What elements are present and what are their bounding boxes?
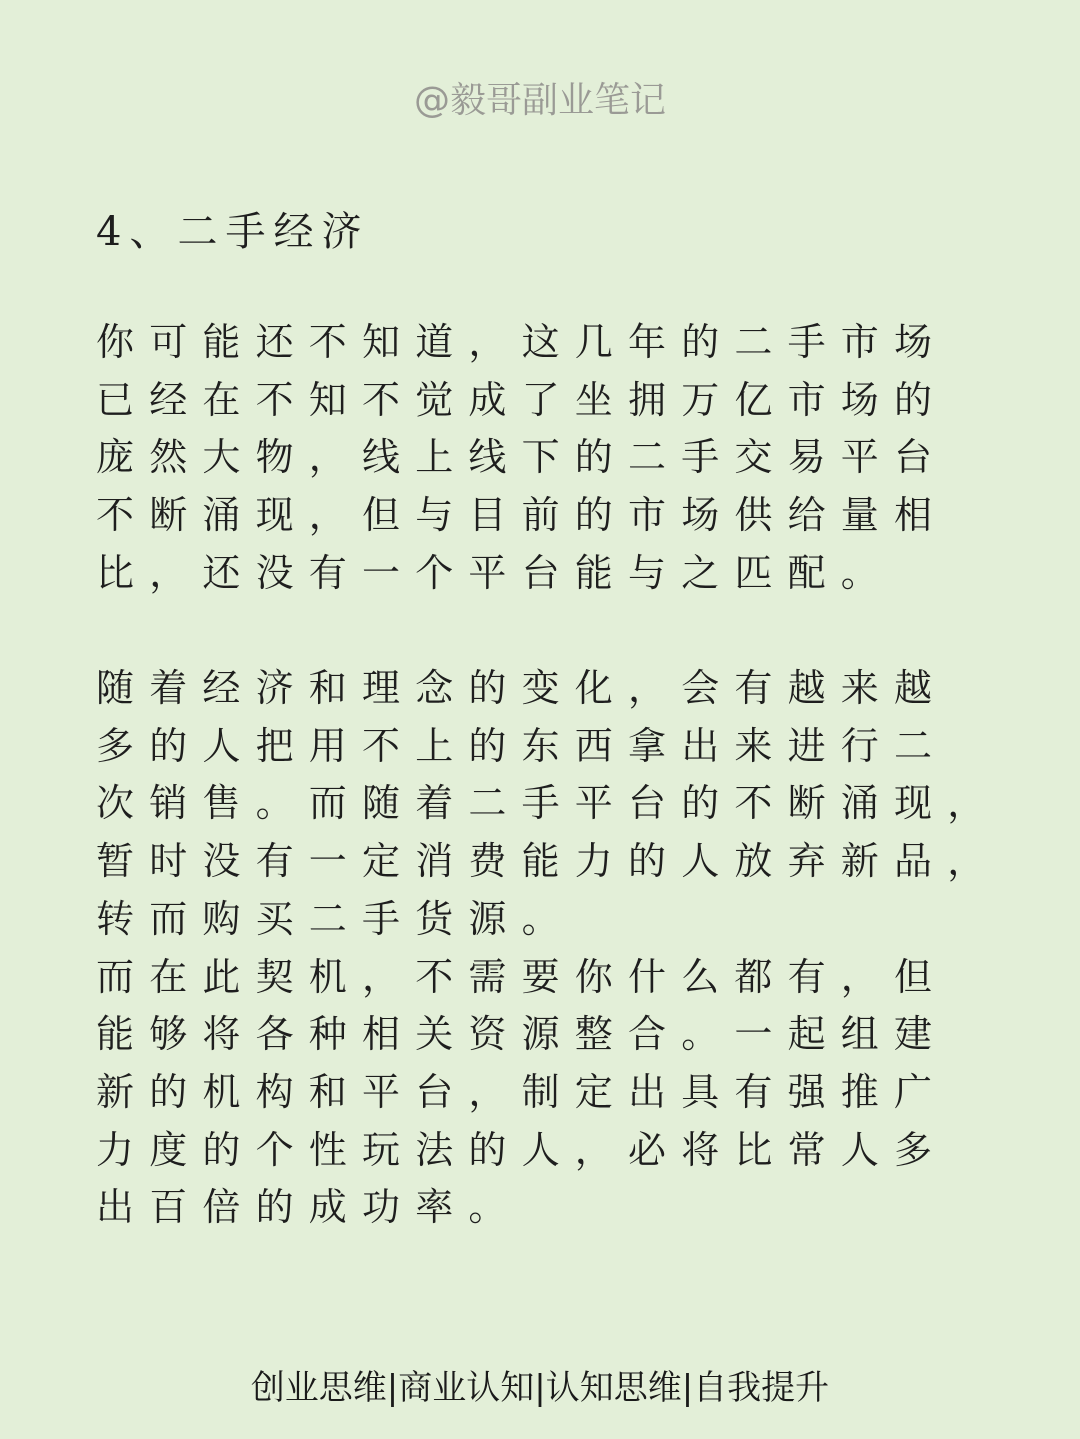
text-line: 不断涌现，但与目前的市场供给量相 [96,493,948,538]
text-line: 庞然大物，线上线下的二手交易平台 [96,435,948,480]
text-line: 转而购买二手货源。 [96,896,575,941]
text-line: 暂时没有一定消费能力的人放弃新品， [96,839,1001,884]
section-title: 4、二手经济 [96,209,370,255]
text-line: 次销售。而随着二手平台的不断涌现， [96,781,1001,826]
text-line: 比，还没有一个平台能与之匹配。 [96,550,895,595]
text-line: 你可能还不知道，这几年的二手市场 [96,320,948,364]
text-line: 多的人把用不上的东西拿出来进行二 [96,723,948,768]
paragraph-intro [96,314,986,603]
paragraph-trend [96,660,1001,1237]
text-line: 能够将各种相关资源整合。一起组建 [96,1012,948,1057]
text-line: 随着经济和理念的变化，会有越来越 [96,666,948,710]
author-watermark: @毅哥副业笔记 [413,80,666,121]
footer-tags: 创业思维|商业认知|认知思维|自我提升 [250,1368,830,1408]
text-line: 出百倍的成功率。 [96,1185,522,1230]
text-line: 而在此契机，不需要你什么都有，但 [96,954,948,999]
text-line: 力度的个性玩法的人，必将比常人多 [96,1127,948,1172]
text-line: 新的机构和平台，制定出具有强推广 [96,1069,948,1114]
text-line: 已经在不知不觉成了坐拥万亿市场的 [96,377,948,422]
